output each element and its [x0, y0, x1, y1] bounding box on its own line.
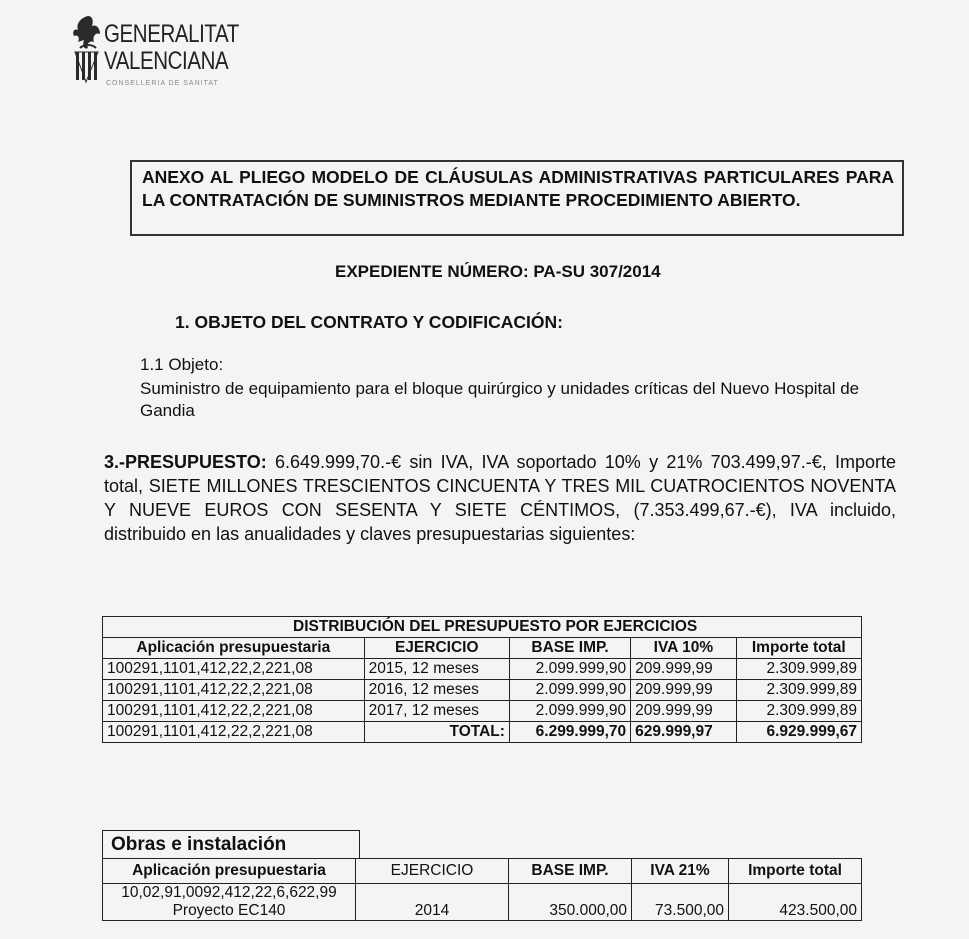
obras-table: [102, 858, 862, 921]
object-label: 1.1 Objeto:: [140, 355, 224, 374]
budget-paragraph: [104, 450, 896, 546]
cell-iva: 209.999,99: [631, 659, 736, 680]
table-row: [103, 884, 862, 921]
section-1-heading: 1. OBJETO DEL CONTRATO Y CODIFICACIÓN:: [175, 312, 563, 332]
cell-total: 423.500,00: [729, 884, 862, 921]
cell-app: 100291,1101,412,22,2,221,08: [103, 659, 365, 680]
col-header-ejercicio: EJERCICIO: [356, 859, 509, 884]
cell-ejercicio: 2015, 12 meses: [364, 659, 509, 680]
cell-app: [103, 884, 356, 921]
col-header-ejercicio: EJERCICIO: [364, 638, 509, 659]
obras-section-title: Obras e instalación: [102, 830, 360, 858]
bat-emblem-icon: [70, 14, 106, 84]
cell-total: 2.309.999,89: [736, 701, 861, 722]
total-label: TOTAL:: [364, 722, 509, 743]
table-row: [103, 680, 862, 701]
col-header-app: Aplicación presupuestaria: [103, 638, 365, 659]
project-name: Proyecto EC140: [172, 902, 286, 919]
col-header-iva: IVA 21%: [632, 859, 729, 884]
cell-app: 100291,1101,412,22,2,221,08: [103, 701, 365, 722]
cell-iva: 209.999,99: [631, 701, 736, 722]
table-row: [103, 659, 862, 680]
total-iva: 629.999,97: [631, 722, 736, 743]
logo-subtitle: CONSELLERIA DE SANITAT: [106, 80, 219, 87]
cell-base: 2.099.999,90: [509, 680, 630, 701]
budget-text: 6.649.999,70.-€ sin IVA, IVA soportado 10% y 21% 703.499,97.-€, Importe total, SIETE MILLONES TRESCIENTOS CINCUENTA Y TRES MIL CUATROCIENTOS NOVENTA Y NUEVE EUROS CON SESENTA Y SIETE CÉNTIMOS, (7.353.499,67.-€), IVA incluido, distribuido en las anualidades y claves presupuestarias siguientes:: [104, 452, 896, 544]
col-header-total: Importe total: [729, 859, 862, 884]
cell-base: 2.099.999,90: [509, 659, 630, 680]
col-header-base: BASE IMP.: [509, 859, 632, 884]
cell-total: 2.309.999,89: [736, 680, 861, 701]
cell-ejercicio: 2016, 12 meses: [364, 680, 509, 701]
cell-total: 2.309.999,89: [736, 659, 861, 680]
col-header-total: Importe total: [736, 638, 861, 659]
total-amount: 6.929.999,67: [736, 722, 861, 743]
cell-iva: 73.500,00: [632, 884, 729, 921]
col-header-base: BASE IMP.: [509, 638, 630, 659]
table-row: [103, 701, 862, 722]
cell-ejercicio: 2017, 12 meses: [364, 701, 509, 722]
total-base: 6.299.999,70: [509, 722, 630, 743]
object-description: Suministro de equipamiento para el bloque quirúrgico y unidades críticas del Nuevo Hospital de Gandia: [140, 379, 860, 420]
logo-text-line2: VALENCIANA: [104, 47, 229, 75]
table-header-row: [103, 859, 862, 884]
col-header-app: Aplicación presupuestaria: [103, 859, 356, 884]
col-header-iva: IVA 10%: [631, 638, 736, 659]
cell-iva: 209.999,99: [631, 680, 736, 701]
cell-app: 100291,1101,412,22,2,221,08: [103, 680, 365, 701]
table-total-row: [103, 722, 862, 743]
cell-base: 2.099.999,90: [509, 701, 630, 722]
budget-heading: 3.-PRESUPUESTO:: [104, 452, 267, 472]
cell-app: 100291,1101,412,22,2,221,08: [103, 722, 365, 743]
logo-text-line1: GENERALITAT: [104, 20, 239, 48]
table-header-row: [103, 638, 862, 659]
table-title: DISTRIBUCIÓN DEL PRESUPUESTO POR EJERCICIOS: [103, 617, 862, 638]
budget-distribution-table: [102, 616, 862, 743]
app-code: 10,02,91,0092,412,22,6,622,99: [121, 884, 337, 901]
annex-title: ANEXO AL PLIEGO MODELO DE CLÁUSULAS ADMINISTRATIVAS PARTICULARES PARA LA CONTRATACIÓN DE SUMINISTROS MEDIANTE PROCEDIMIENTO ABIERTO.: [130, 160, 904, 236]
expediente-number: EXPEDIENTE NÚMERO: PA-SU 307/2014: [335, 262, 661, 281]
cell-base: 350.000,00: [509, 884, 632, 921]
cell-ejercicio: 2014: [356, 884, 509, 921]
